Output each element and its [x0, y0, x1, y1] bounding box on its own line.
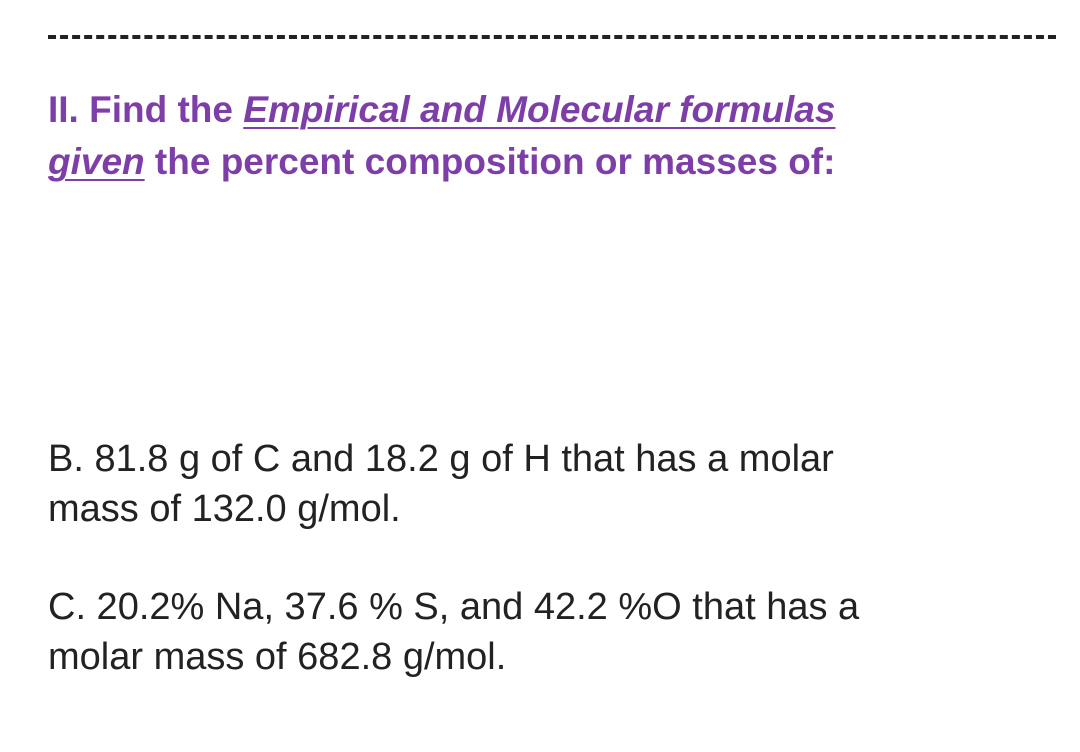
problem-c-line-1: C. 20.2% Na, 37.6 % S, and 42.2 %O that has a — [48, 586, 860, 628]
heading-line-1 — [48, 84, 1048, 136]
problem-b — [48, 434, 1048, 534]
heading-line-2 — [48, 136, 1048, 188]
heading-emphasis-formulas: Empirical and Molecular formulas — [243, 89, 836, 130]
heading-emphasis-given: given — [48, 141, 145, 182]
problem-b-line-2: mass of 132.0 g/mol. — [48, 488, 401, 530]
problem-c-line-2: molar mass of 682.8 g/mol. — [48, 636, 507, 678]
top-dashed-divider — [48, 35, 1056, 39]
problem-b-line-1: B. 81.8 g of C and 18.2 g of H that has a molar — [48, 438, 834, 480]
heading-prefix: II. Find the — [48, 89, 244, 130]
problem-c — [48, 582, 1048, 682]
section-heading — [48, 84, 1048, 188]
heading-suffix: the percent composition or masses of: — [144, 141, 836, 182]
